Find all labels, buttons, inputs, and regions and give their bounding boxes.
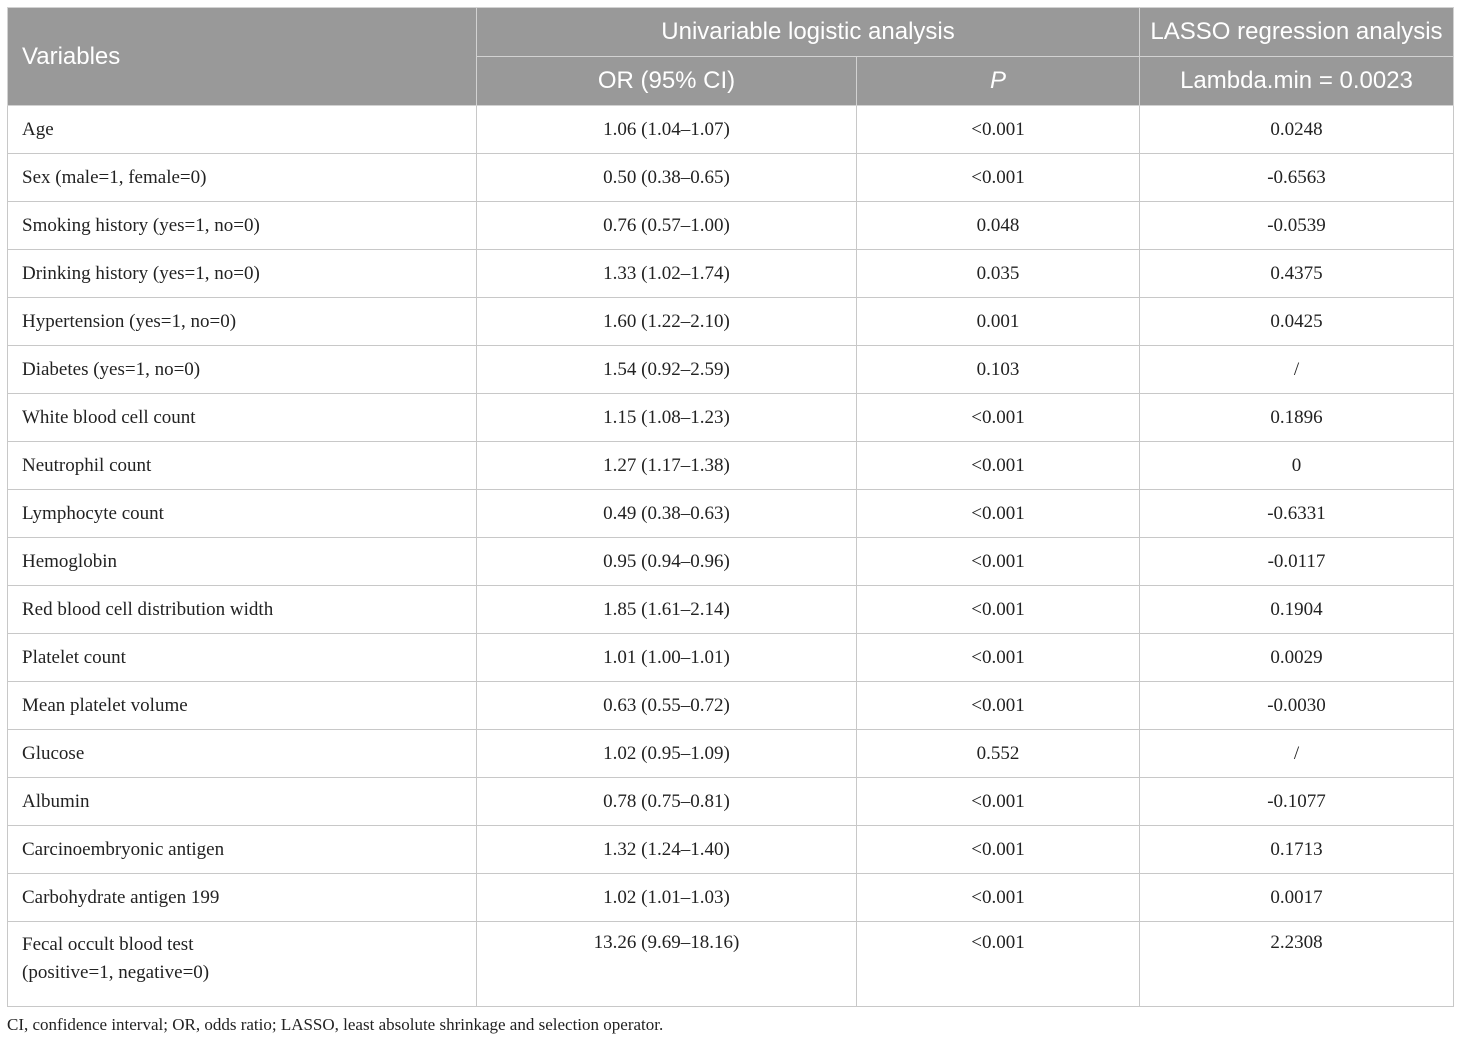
cell-lasso: 0 bbox=[1140, 442, 1454, 490]
table-row bbox=[8, 394, 1454, 442]
table-row bbox=[8, 874, 1454, 922]
cell-or: 0.76 (0.57–1.00) bbox=[477, 202, 857, 250]
cell-p: <0.001 bbox=[857, 586, 1140, 634]
header-variables: Variables bbox=[8, 8, 477, 106]
cell-lasso: 0.1713 bbox=[1140, 826, 1454, 874]
cell-or: 0.50 (0.38–0.65) bbox=[477, 154, 857, 202]
cell-variable: Hemoglobin bbox=[8, 538, 477, 586]
results-table bbox=[7, 7, 1454, 1007]
cell-or: 1.32 (1.24–1.40) bbox=[477, 826, 857, 874]
cell-lasso: 2.2308 bbox=[1140, 922, 1454, 1007]
table-row bbox=[8, 346, 1454, 394]
cell-or: 1.01 (1.00–1.01) bbox=[477, 634, 857, 682]
cell-p: <0.001 bbox=[857, 874, 1140, 922]
table-body bbox=[8, 106, 1454, 1007]
cell-p: <0.001 bbox=[857, 154, 1140, 202]
cell-lasso: / bbox=[1140, 346, 1454, 394]
cell-or: 1.15 (1.08–1.23) bbox=[477, 394, 857, 442]
cell-variable bbox=[8, 922, 477, 1007]
cell-variable: Glucose bbox=[8, 730, 477, 778]
cell-variable-line2: (positive=1, negative=0) bbox=[22, 962, 210, 983]
cell-p: <0.001 bbox=[857, 682, 1140, 730]
cell-lasso: / bbox=[1140, 730, 1454, 778]
table-row bbox=[8, 106, 1454, 154]
cell-variable: Mean platelet volume bbox=[8, 682, 477, 730]
cell-p: <0.001 bbox=[857, 442, 1140, 490]
cell-variable: Diabetes (yes=1, no=0) bbox=[8, 346, 477, 394]
cell-or: 1.06 (1.04–1.07) bbox=[477, 106, 857, 154]
header-univariable: Univariable logistic analysis bbox=[477, 8, 1140, 57]
cell-or: 0.63 (0.55–0.72) bbox=[477, 682, 857, 730]
cell-p: <0.001 bbox=[857, 634, 1140, 682]
cell-or: 1.85 (1.61–2.14) bbox=[477, 586, 857, 634]
cell-variable: Platelet count bbox=[8, 634, 477, 682]
cell-p: <0.001 bbox=[857, 490, 1140, 538]
header-p: P bbox=[857, 57, 1140, 106]
cell-variable: Smoking history (yes=1, no=0) bbox=[8, 202, 477, 250]
cell-p: <0.001 bbox=[857, 826, 1140, 874]
cell-or: 1.02 (0.95–1.09) bbox=[477, 730, 857, 778]
table-row bbox=[8, 586, 1454, 634]
cell-p: <0.001 bbox=[857, 922, 1140, 1007]
cell-or: 13.26 (9.69–18.16) bbox=[477, 922, 857, 1007]
cell-or: 0.78 (0.75–0.81) bbox=[477, 778, 857, 826]
table-row bbox=[8, 538, 1454, 586]
cell-or: 1.02 (1.01–1.03) bbox=[477, 874, 857, 922]
cell-or: 0.49 (0.38–0.63) bbox=[477, 490, 857, 538]
table-row bbox=[8, 826, 1454, 874]
table-row bbox=[8, 442, 1454, 490]
table-footnote: CI, confidence interval; OR, odds ratio; LASSO, least absolute shrinkage and selection operator. bbox=[7, 1015, 664, 1034]
cell-p: <0.001 bbox=[857, 394, 1140, 442]
cell-or: 0.95 (0.94–0.96) bbox=[477, 538, 857, 586]
cell-lasso: 0.0248 bbox=[1140, 106, 1454, 154]
cell-variable: Hypertension (yes=1, no=0) bbox=[8, 298, 477, 346]
cell-lasso: -0.1077 bbox=[1140, 778, 1454, 826]
table-row bbox=[8, 778, 1454, 826]
cell-lasso: -0.6563 bbox=[1140, 154, 1454, 202]
cell-lasso: -0.0030 bbox=[1140, 682, 1454, 730]
table-row bbox=[8, 154, 1454, 202]
header-or: OR (95% CI) bbox=[477, 57, 857, 106]
cell-or: 1.33 (1.02–1.74) bbox=[477, 250, 857, 298]
header-lasso: LASSO regression analysis bbox=[1140, 8, 1454, 57]
table-row bbox=[8, 682, 1454, 730]
cell-or: 1.27 (1.17–1.38) bbox=[477, 442, 857, 490]
cell-p: <0.001 bbox=[857, 538, 1140, 586]
cell-lasso: 0.0029 bbox=[1140, 634, 1454, 682]
table-row bbox=[8, 202, 1454, 250]
table-header bbox=[8, 8, 1454, 106]
cell-or: 1.54 (0.92–2.59) bbox=[477, 346, 857, 394]
cell-lasso: -0.6331 bbox=[1140, 490, 1454, 538]
cell-lasso: 0.0017 bbox=[1140, 874, 1454, 922]
cell-variable: Albumin bbox=[8, 778, 477, 826]
cell-variable: Neutrophil count bbox=[8, 442, 477, 490]
cell-variable: Red blood cell distribution width bbox=[8, 586, 477, 634]
cell-p: 0.552 bbox=[857, 730, 1140, 778]
cell-p: 0.001 bbox=[857, 298, 1140, 346]
header-lambda: Lambda.min = 0.0023 bbox=[1140, 57, 1454, 106]
cell-lasso: 0.1904 bbox=[1140, 586, 1454, 634]
cell-p: 0.035 bbox=[857, 250, 1140, 298]
cell-variable: Lymphocyte count bbox=[8, 490, 477, 538]
cell-p: <0.001 bbox=[857, 106, 1140, 154]
cell-variable: White blood cell count bbox=[8, 394, 477, 442]
cell-variable: Carcinoembryonic antigen bbox=[8, 826, 477, 874]
cell-variable: Sex (male=1, female=0) bbox=[8, 154, 477, 202]
cell-variable: Age bbox=[8, 106, 477, 154]
cell-p: <0.001 bbox=[857, 778, 1140, 826]
cell-lasso: -0.0117 bbox=[1140, 538, 1454, 586]
table-row bbox=[8, 250, 1454, 298]
cell-p: 0.048 bbox=[857, 202, 1140, 250]
table-row bbox=[8, 490, 1454, 538]
table-container bbox=[7, 7, 1453, 1007]
table-row bbox=[8, 298, 1454, 346]
table-row-last bbox=[8, 922, 1454, 1007]
cell-variable: Carbohydrate antigen 199 bbox=[8, 874, 477, 922]
table-row bbox=[8, 730, 1454, 778]
cell-lasso: 0.0425 bbox=[1140, 298, 1454, 346]
cell-lasso: 0.1896 bbox=[1140, 394, 1454, 442]
cell-or: 1.60 (1.22–2.10) bbox=[477, 298, 857, 346]
cell-variable-line1: Fecal occult blood test bbox=[22, 934, 194, 955]
cell-lasso: -0.0539 bbox=[1140, 202, 1454, 250]
table-row bbox=[8, 634, 1454, 682]
cell-variable: Drinking history (yes=1, no=0) bbox=[8, 250, 477, 298]
cell-lasso: 0.4375 bbox=[1140, 250, 1454, 298]
cell-p: 0.103 bbox=[857, 346, 1140, 394]
